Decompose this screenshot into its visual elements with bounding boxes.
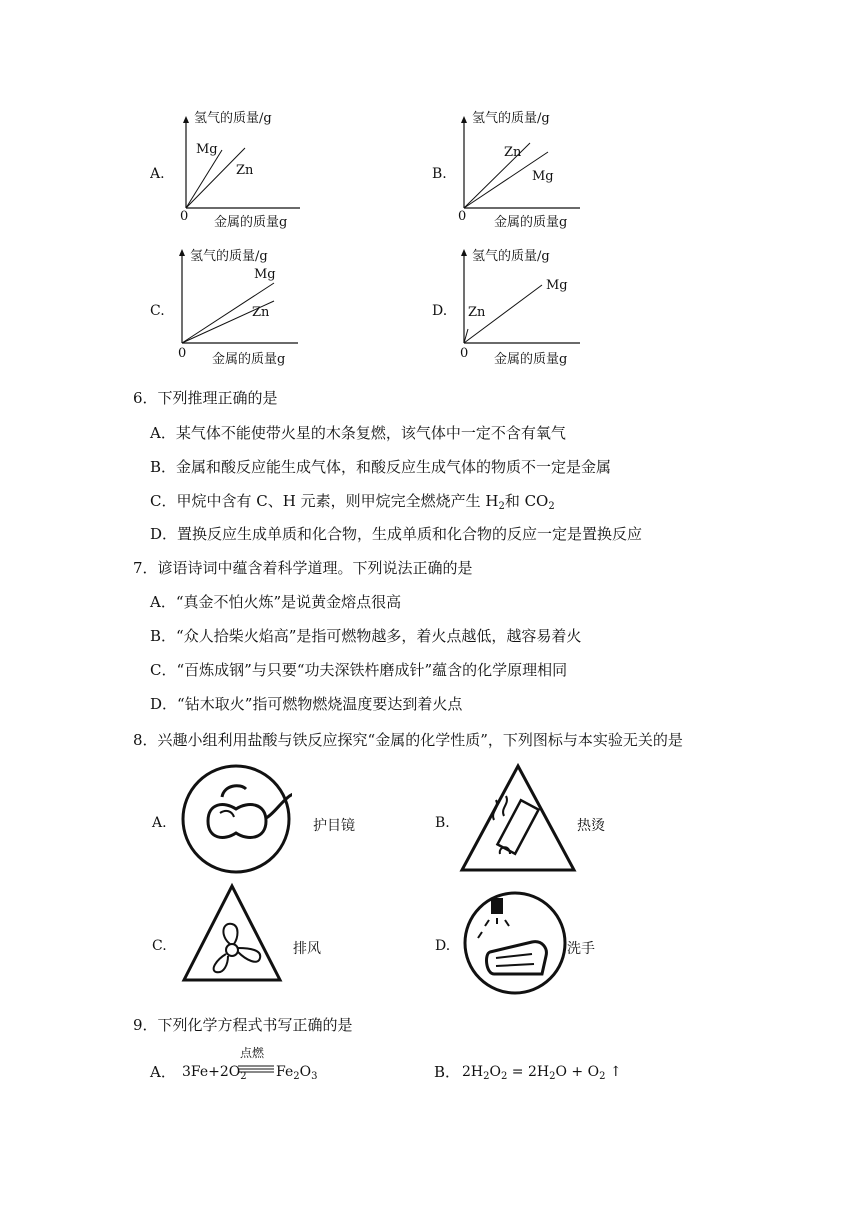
q9-option-b-letter: B．: [434, 1063, 461, 1081]
graph-b-origin: 0: [458, 209, 467, 224]
q9-stem: 9．下列化学方程式书写正确的是: [133, 1016, 353, 1034]
q7-stem: 7．谚语诗词中蕴含着科学道理。下列说法正确的是: [133, 559, 473, 577]
q6-stem: 6．下列推理正确的是: [133, 389, 278, 407]
graph-a: [150, 108, 350, 233]
graph-a-letter: A.: [150, 166, 165, 182]
graph-b-letter: B.: [432, 166, 447, 182]
q8-option-c-letter[interactable]: C.: [152, 938, 167, 954]
q6-option-c-sub2: 2: [548, 501, 555, 512]
q8-option-b-letter[interactable]: B.: [435, 815, 450, 831]
q9-option-a-equals-sign: [238, 1064, 274, 1074]
q7-option-a[interactable]: A．“真金不怕火炼”是说黄金熔点很高: [150, 593, 402, 611]
graph-d-label-mg: Mg: [546, 278, 568, 293]
graph-c-letter: C.: [150, 303, 165, 319]
q6-option-a[interactable]: A．某气体不能使带火星的木条复燃，该气体中一定不含有氧气: [150, 424, 566, 442]
graph-b-xlabel: 金属的质量g: [494, 215, 568, 230]
graph-b-ylabel: 氢气的质量/g: [472, 111, 550, 126]
q6-option-c-mid: 和 CO: [504, 492, 549, 510]
graph-d-label-zn: Zn: [468, 305, 486, 320]
hot-surface-warning-icon: [458, 762, 578, 874]
q9-option-b-equation: $2H_2O_2 = 2H_2O + O_2$ ↑: [462, 1064, 622, 1082]
graph-d-ylabel: 氢气的质量/g: [472, 249, 550, 264]
exhaust-fan-icon: [180, 882, 284, 986]
graph-c: [150, 243, 350, 368]
q9-option-a-condition: 点燃: [240, 1046, 265, 1060]
q9-option-a-product: $Fe_2O_3$: [276, 1064, 318, 1082]
q8-stem: 8．兴趣小组利用盐酸与铁反应探究“金属的化学性质”，下列图标与本实验无关的是: [133, 731, 683, 749]
graph-a-ylabel: 氢气的质量/g: [194, 111, 272, 126]
q8-option-a-letter[interactable]: A.: [152, 815, 167, 831]
q7-option-c[interactable]: C．“百炼成钢”与只要“功夫深铁杵磨成针”蕴含的化学原理相同: [150, 661, 568, 679]
graph-a-label-mg: Mg: [196, 142, 218, 157]
graph-d-letter: D.: [432, 303, 448, 319]
q6-option-c-text: C．甲烷中含有 C、H 元素，则甲烷完全燃烧产生 H: [150, 492, 499, 510]
graph-a-line-zn: [186, 148, 245, 208]
graph-c-origin: 0: [178, 346, 187, 361]
q6-option-b[interactable]: B．金属和酸反应能生成气体，和酸反应生成气体的物质不一定是金属: [150, 458, 612, 476]
q8-option-d-letter[interactable]: D.: [435, 938, 451, 954]
graph-b-label-mg: Mg: [532, 169, 554, 184]
q6-option-d[interactable]: D．置换反应生成单质和化合物，生成单质和化合物的反应一定是置换反应: [150, 525, 643, 543]
wash-hands-icon: [462, 890, 568, 996]
q9-option-a-equation: $3Fe+2O_2$: [182, 1064, 247, 1082]
graph-c-ylabel: 氢气的质量/g: [190, 249, 268, 264]
graph-d: [432, 243, 632, 368]
graph-b-label-zn: Zn: [504, 145, 522, 160]
graph-b: [432, 108, 632, 233]
graph-c-label-mg: Mg: [254, 267, 276, 282]
graph-a-origin: 0: [180, 209, 189, 224]
q8-caption-b: 热烫: [577, 818, 605, 834]
graph-a-label-zn: Zn: [236, 163, 254, 178]
goggles-icon: [180, 763, 292, 875]
graph-a-line-mg: [186, 150, 222, 208]
graph-c-label-zn: Zn: [252, 305, 270, 320]
q7-option-b[interactable]: B．“众人拾柴火焰高”是指可燃物越多，着火点越低，越容易着火: [150, 627, 582, 645]
graph-d-origin: 0: [460, 346, 469, 361]
graph-d-xlabel: 金属的质量g: [494, 352, 568, 367]
q9-option-a-letter: A．: [150, 1063, 176, 1081]
q8-caption-a: 护目镜: [313, 818, 355, 834]
graph-c-xlabel: 金属的质量g: [212, 352, 286, 367]
q9-option-a[interactable]: [150, 1062, 176, 1082]
q6-option-c-sub1: 2: [498, 501, 505, 512]
q7-option-d[interactable]: D．“钻木取火”指可燃物燃烧温度要达到着火点: [150, 695, 463, 713]
q8-caption-d: 洗手: [567, 941, 595, 957]
q9-option-b[interactable]: [434, 1062, 460, 1082]
q8-caption-c: 排风: [293, 941, 321, 957]
q6-option-c[interactable]: [150, 491, 555, 511]
graph-a-xlabel: 金属的质量g: [214, 215, 288, 230]
